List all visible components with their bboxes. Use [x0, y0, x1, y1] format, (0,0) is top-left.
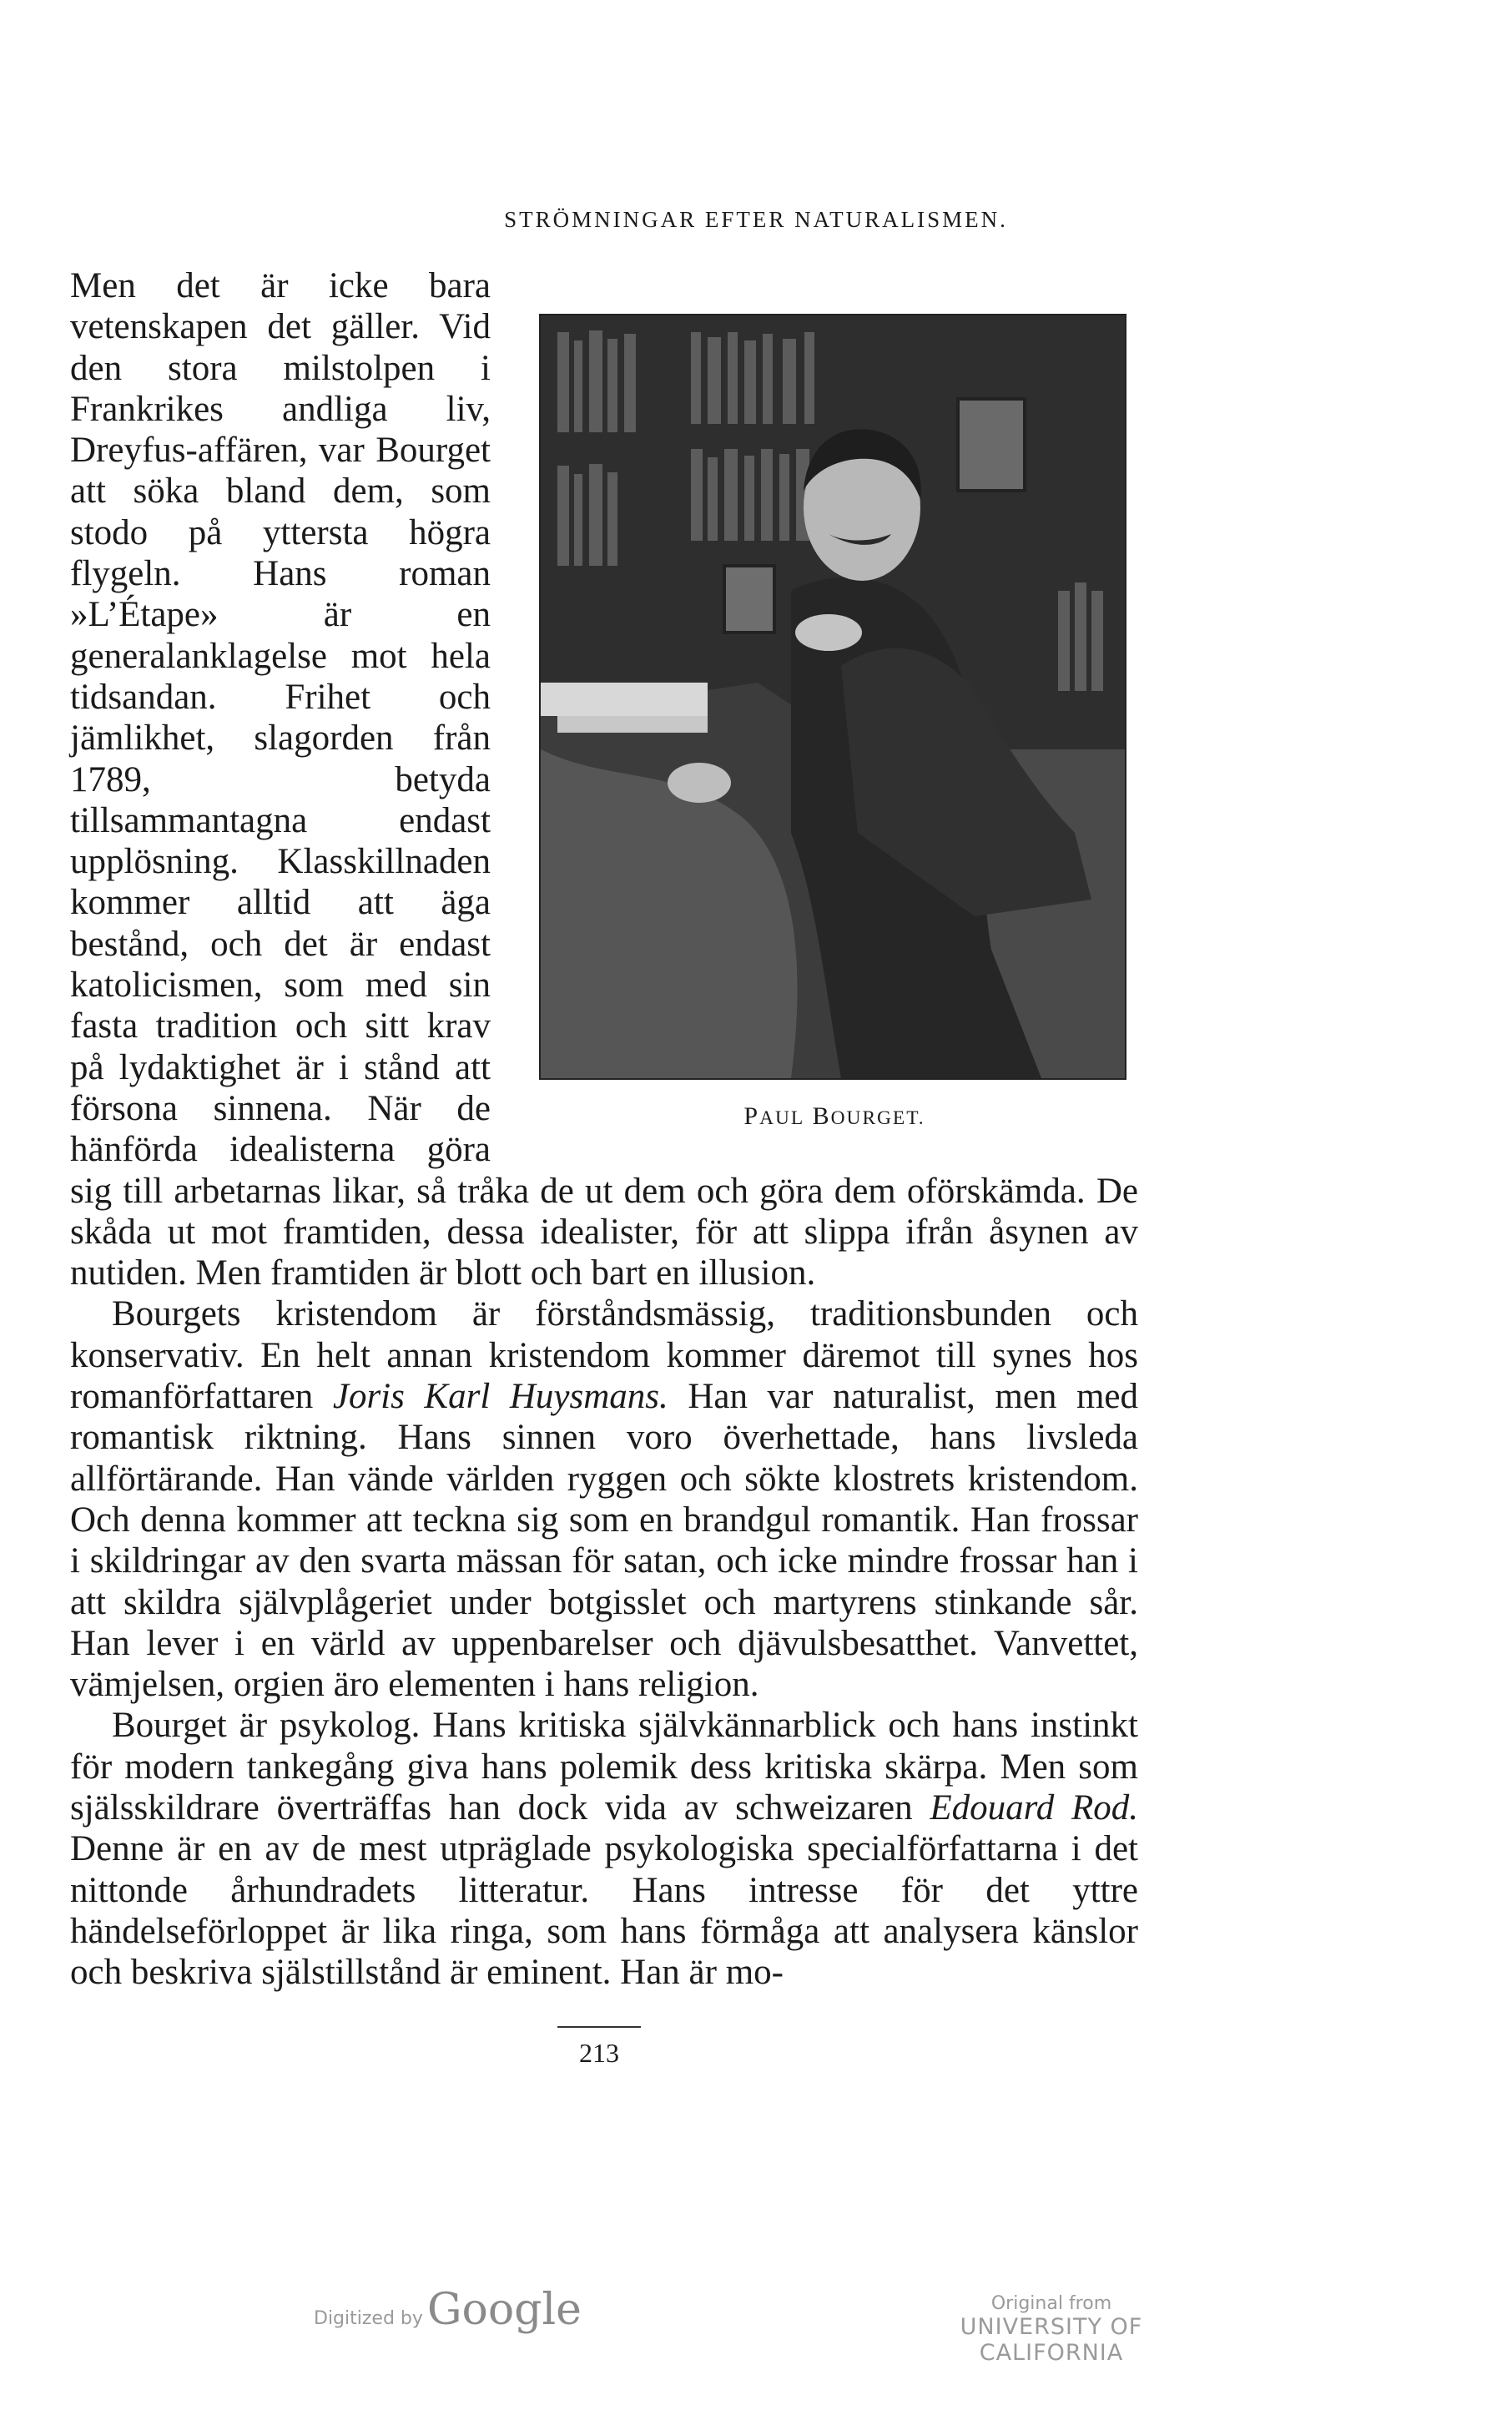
original-label: Original from: [990, 2293, 1112, 2314]
page-number: 213: [579, 2038, 619, 2068]
original-source: UNIVERSITY OF CALIFORNIA: [960, 2314, 1143, 2366]
paragraph-2: Bourgets kristendom är förståndsmässig, traditionsbunden och konservativ. En helt annan kristendom kommer däremot till synes hos romanförfattaren Joris Karl Huysmans. Han var naturalist, men med romantisk riktning. Hans sinnen voro överhettade, hans livsleda allförtärande. Han vände världen ryggen och sökte klostrets kristendom. Och denna kommer att teckna sig som en brandgul romantik. Han frossar i skildringar av den svarta mässan för satan, och icke mindre frossar han i att skildra självplågeriet under botgisslet och martyrens stinkande sår. Han lever i en värld av uppenbarelser och djävulsbesatthet. Vanvettet, vämjelsen, orgien äro elementen i hans religion.: [70, 1294, 1139, 1705]
paragraph-3: Bourget är psykolog. Hans kritiska självkännarblick och hans instinkt för modern tankegång giva hans polemik dess kritiska skärpa. Men som själsskildrare överträffas han dock vida av schweizaren Edouard Rod. Denne är en av de mest utpräglade psykologiska specialförfattarna i det nittonde århundradets litteratur. Hans intresse för det yttre händelseförloppet är lika ringa, som hans förmåga att analysera känslor och beskriva själstillstånd är eminent. Han är mo-: [70, 1706, 1138, 1993]
digitized-label: Digitized by: [314, 2308, 423, 2329]
running-header: STRÖMNINGAR EFTER NATURALISMEN.: [504, 207, 1008, 232]
author-name-huysmans: Joris Karl Huysmans.: [332, 1377, 668, 1417]
portrait-photo: [539, 314, 1126, 1080]
digitized-by-watermark: [314, 2285, 582, 2335]
original-from-watermark: [901, 2293, 1202, 2366]
page-number-rule: [557, 2026, 641, 2028]
author-name-rod: Edouard Rod.: [930, 1787, 1138, 1828]
body-text: [70, 265, 1138, 1993]
paragraph-1: [70, 265, 1138, 1293]
google-logo: Google: [427, 2285, 582, 2335]
figure: [531, 274, 1138, 1133]
paragraph-1-text: Men det är icke bara vetenskapen det gäller. Vid den stora milstolpen i Frankrikes andliga liv, Dreyfus-affären, var Bourget att söka bland dem, som stodo på yttersta högra flygeln. Hans roman »L’Étape» är en generalanklagelse mot hela tidsandan. Frihet och jämlikhet, slagorden från 1789, betyda tillsammantagna endast upplösning. Klasskillnaden kommer alltid att äga bestånd, och det är endast katolicismen, som med sin fasta tradition och sitt krav på lydaktighet är i stånd att försona sinnena. När de hänförda idealisterna göra sig till arbetarnas likar, så tråka de ut dem och göra dem oförskämda. De skåda ut mot framtiden, dessa idealister, för att slippa ifrån åsynen av nutiden. Men framtiden är blott och bart en illusion.: [70, 266, 1138, 1293]
figure-caption: PAUL BOURGET.: [743, 1102, 925, 1130]
